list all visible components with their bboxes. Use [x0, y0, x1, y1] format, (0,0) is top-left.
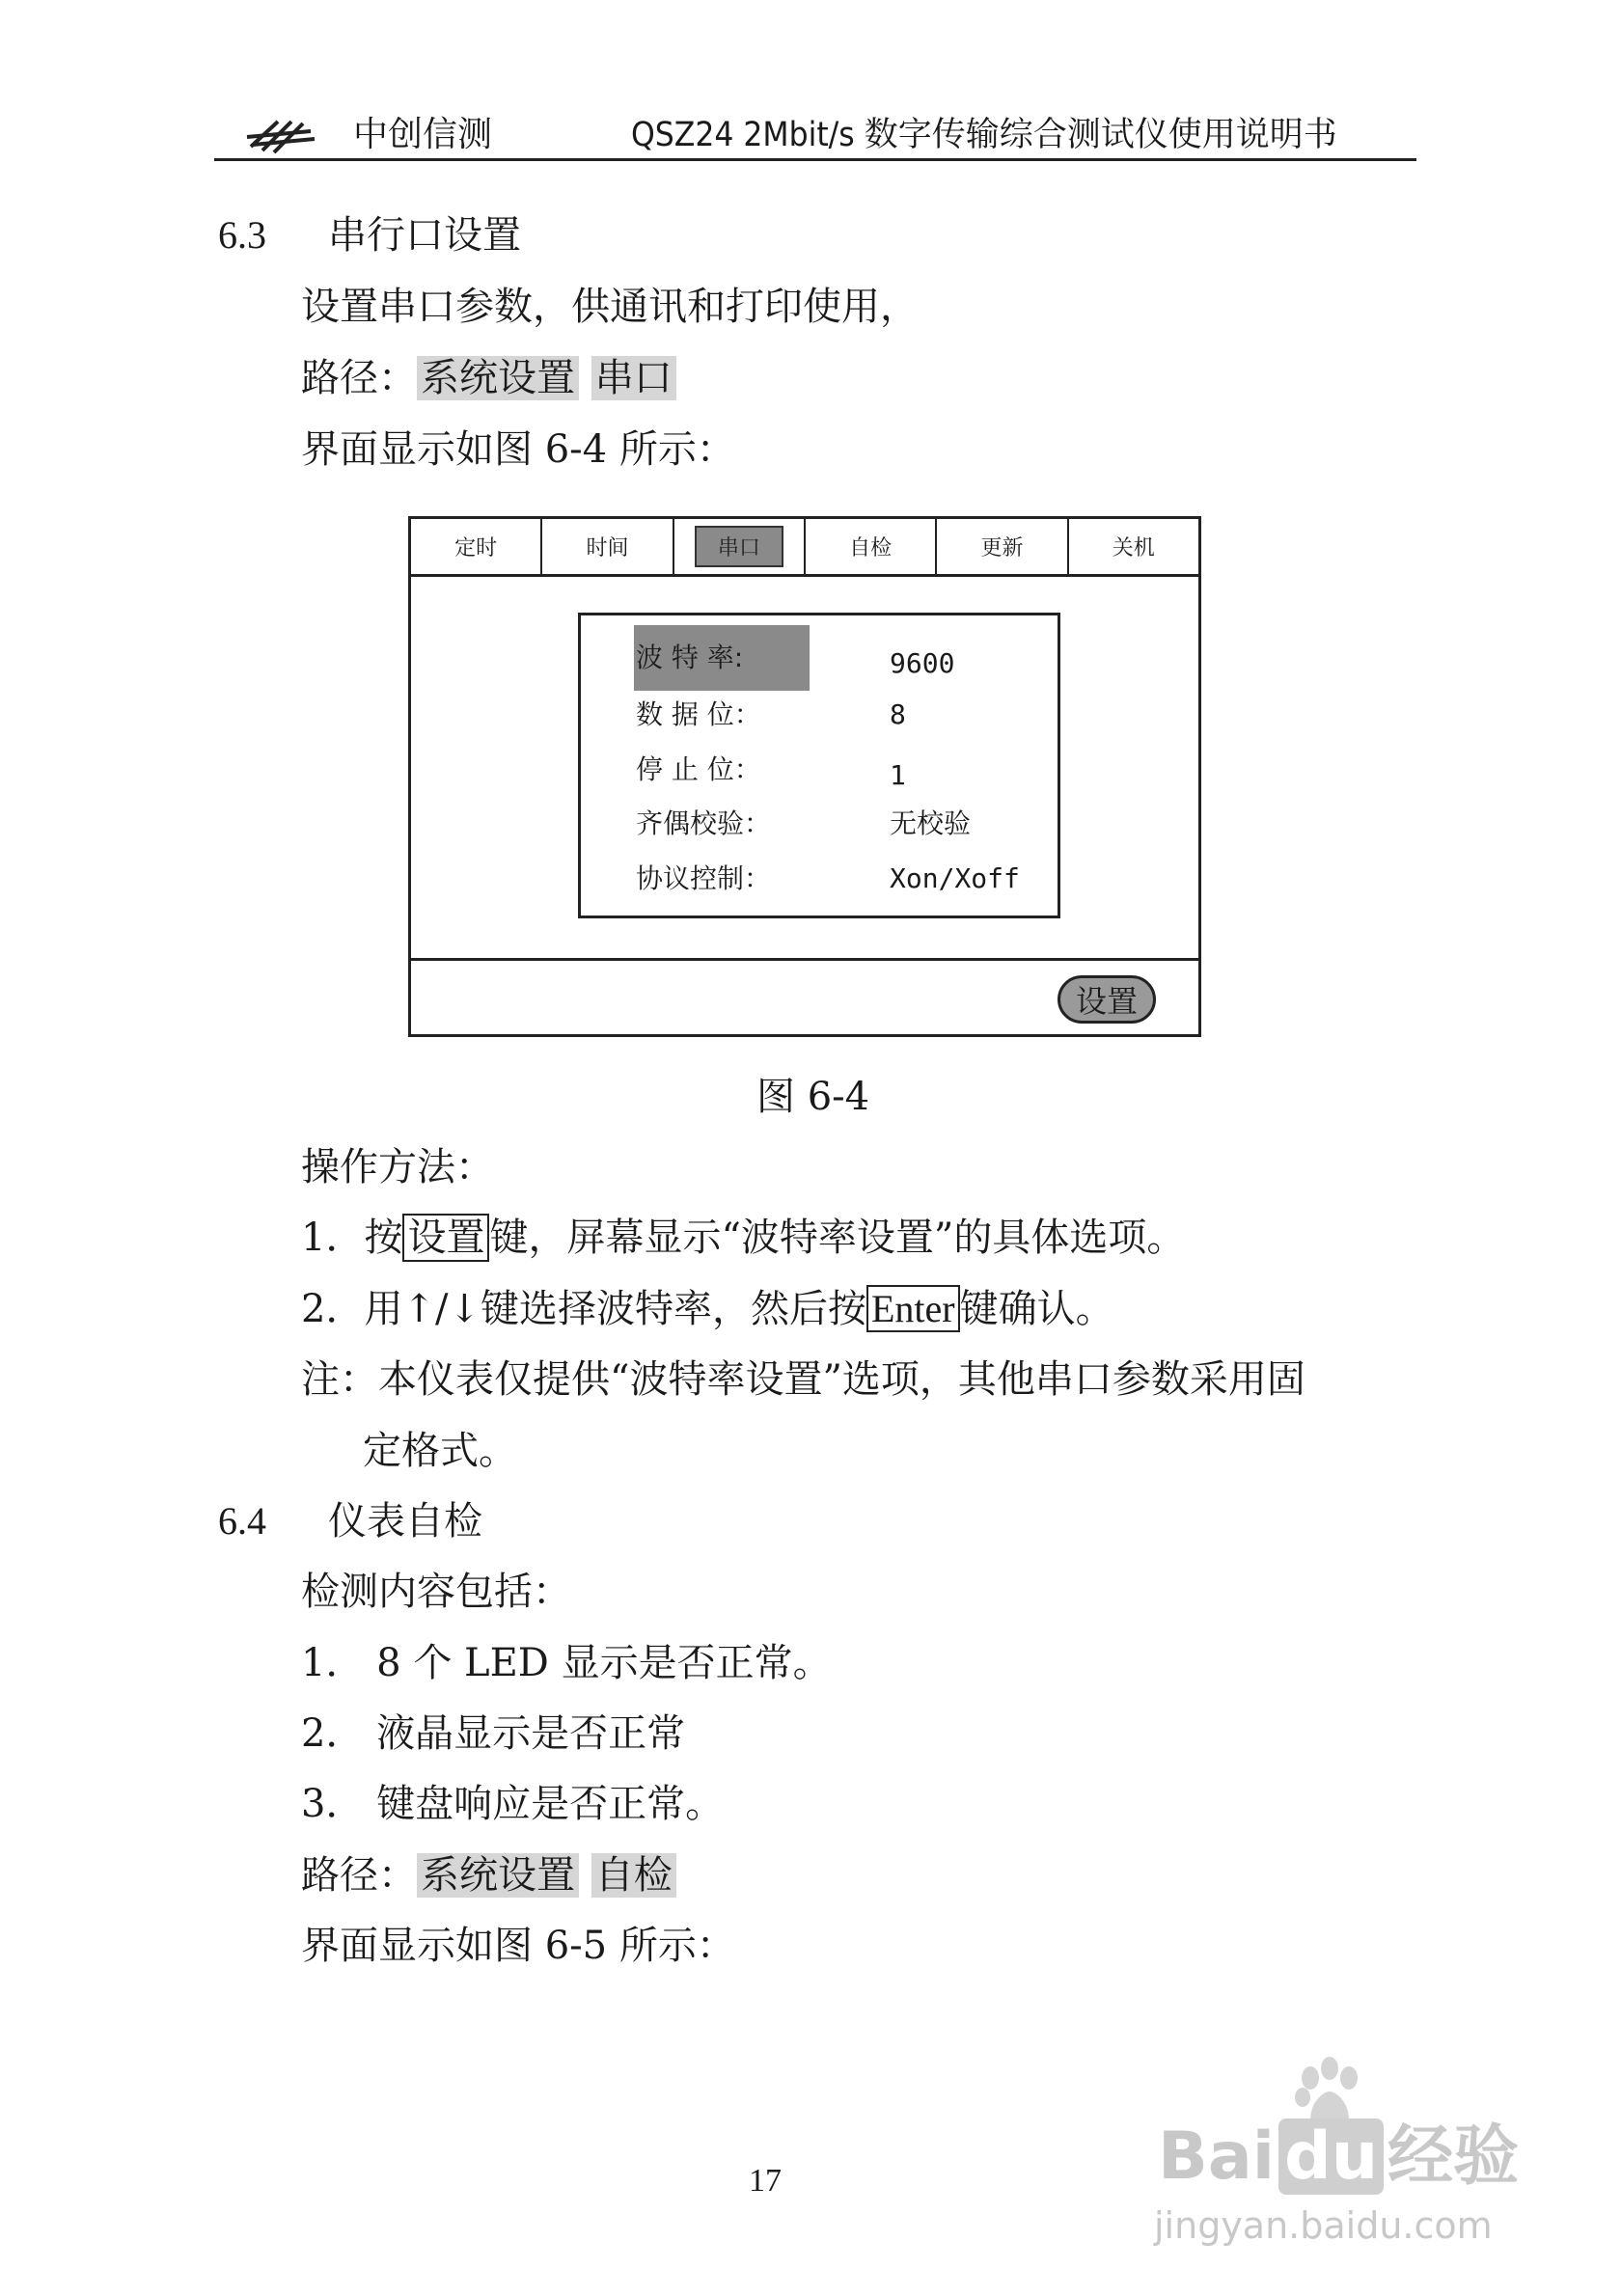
watermark-brand: Bai du 经验	[1158, 2118, 1520, 2195]
company-logo	[243, 108, 320, 162]
section-6-3-path: 路径： 系统设置 串口	[301, 349, 676, 407]
operation-step-2: 2．用↑/↓键选择波特率，然后按 Enter 键确认。	[301, 1287, 1114, 1331]
figure-tab-bar	[411, 519, 1198, 577]
header-company: 中创信测	[353, 115, 493, 154]
operation-heading: 操作方法：	[301, 1145, 494, 1189]
operation-note-line-2: 定格式。	[363, 1429, 517, 1473]
tab-time[interactable]: 时间	[542, 519, 673, 574]
header-title: QSZ24 2Mbit/s 数字传输综合测试仪使用说明书	[631, 116, 1337, 154]
enter-key-label: Enter	[866, 1285, 960, 1332]
figure-6-4-caption: 图 6-4	[756, 1075, 870, 1119]
figure-6-4-screen	[408, 516, 1201, 1037]
param-label-parity[interactable]: 齐偶校验：	[636, 807, 772, 839]
section-6-4-heading: 6.4 仪表自检	[218, 1499, 482, 1544]
tab-shutdown[interactable]: 关机	[1112, 536, 1155, 560]
tab-serial[interactable]: 串口	[674, 519, 806, 574]
section-6-4-item-1: 1． 8 个 LED 显示是否正常。	[301, 1641, 832, 1685]
page-number: 17	[749, 2163, 782, 2199]
tab-update[interactable]: 更新	[937, 519, 1068, 574]
set-button[interactable]: 设置	[1058, 975, 1156, 1024]
param-value-flow-control: Xon/Xoff	[890, 862, 1020, 894]
path-item-system-settings-2: 系统设置	[417, 1853, 579, 1898]
param-value-parity: 无校验	[890, 807, 972, 839]
param-label-flow-control[interactable]: 协议控制：	[636, 862, 772, 894]
section-6-4-path: 路径： 系统设置 自检	[301, 1846, 676, 1904]
header-rule	[214, 158, 1416, 161]
section-6-3-heading: 6.3 串行口设置	[218, 213, 521, 258]
path-item-serial: 串口	[591, 356, 676, 400]
set-key-label: 设置	[402, 1214, 489, 1262]
serial-params-panel	[578, 613, 1060, 918]
section-6-4-figure-ref: 界面显示如图 6-5 所示：	[301, 1924, 735, 1968]
section-6-3-figure-ref: 界面显示如图 6-4 所示：	[301, 427, 735, 472]
operation-note-line-1: 注：本仪表仅提供“波特率设置”选项，其他串口参数采用固	[301, 1357, 1305, 1402]
tab-timing[interactable]: 定时	[411, 519, 542, 574]
param-value-baud-rate: 9600	[890, 647, 955, 679]
section-6-4-item-3: 3． 键盘响应是否正常。	[301, 1782, 725, 1826]
param-label-baud-rate[interactable]: 波 特 率:	[636, 642, 744, 673]
section-6-3-intro: 设置串口参数，供通讯和打印使用，	[301, 285, 919, 329]
path-item-self-test: 自检	[591, 1853, 676, 1898]
watermark-url: jingyan.baidu.com	[1154, 2204, 1493, 2247]
param-label-data-bits[interactable]: 数 据 位：	[636, 698, 761, 730]
param-label-stop-bits[interactable]: 停 止 位：	[636, 753, 761, 785]
param-value-stop-bits: 1	[890, 759, 906, 791]
section-6-4-intro: 检测内容包括：	[301, 1570, 571, 1614]
operation-step-1: 1．按 设置 键，屏幕显示“波特率设置”的具体选项。	[301, 1216, 1186, 1260]
path-item-system-settings: 系统设置	[417, 356, 579, 400]
section-6-4-item-2: 2． 液晶显示是否正常	[301, 1711, 686, 1756]
figure-bottom-divider	[411, 958, 1198, 961]
param-value-data-bits: 8	[890, 698, 906, 730]
tab-self-test[interactable]: 自检	[806, 519, 937, 574]
